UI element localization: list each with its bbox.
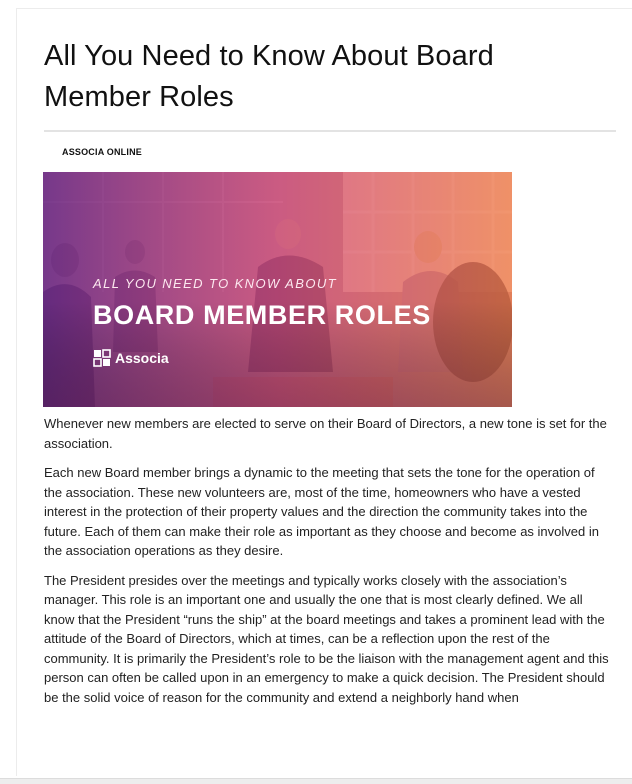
associa-logo xyxy=(93,348,169,368)
associa-logo-icon xyxy=(93,349,111,367)
paragraph: Each new Board member brings a dynamic to the meeting that sets the tone for the operation of the association. These new volunteers are, most of the time, homeowners who have a vested interest in the protection of their property values and the direction the community takes into the future. Each of them can make their role as important as they choose and become as involved in the association operations as they desire. xyxy=(44,465,599,558)
paragraph: The President presides over the meetings and typically works closely with the association’s manager. This role is an important one and usually the one that is most clearly defined. We all know that the President “runs the ship” at the board meetings and takes a prominent lead with the attitude of the Board of Directors, which at times, can be a reflection upon the rest of the community. It is primarily the President’s role to be the liaison with the management agent and this person can often be called upon in an emergency to make a quick decision. The President should be the solid voice of reason for the community and extend a neighborly hand when xyxy=(44,572,609,705)
article-body xyxy=(44,414,616,717)
hero-image xyxy=(43,172,512,407)
logo-text: Associa xyxy=(115,350,169,366)
page-bottom-edge xyxy=(0,778,632,784)
article-byline: ASSOCIA ONLINE xyxy=(62,147,142,157)
hero-kicker: ALL YOU NEED TO KNOW ABOUT xyxy=(93,276,337,291)
paragraph: Whenever new members are elected to serve on their Board of Directors, a new tone is set for the association. xyxy=(44,416,607,451)
article-title: All You Need to Know About Board Member Roles xyxy=(44,40,494,113)
title-divider xyxy=(44,130,616,132)
hero-title: BOARD MEMBER ROLES xyxy=(93,300,431,330)
